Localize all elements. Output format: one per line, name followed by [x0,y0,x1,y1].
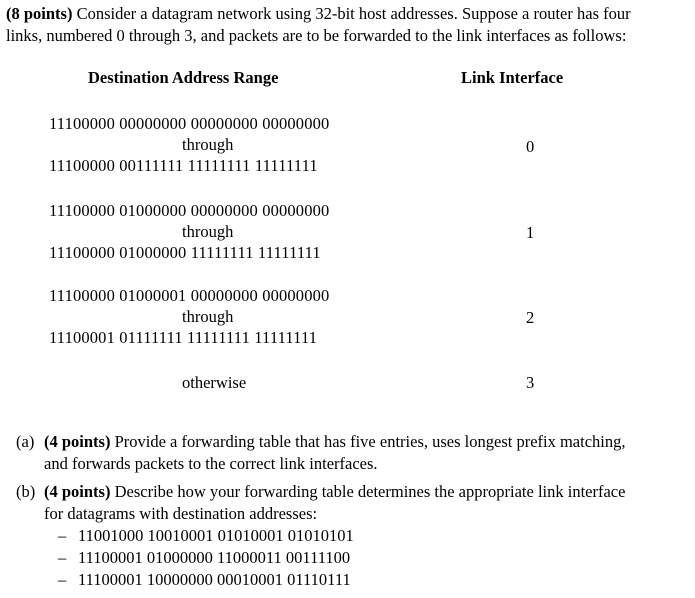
question-a-line-2: and forwards packets to the correct link interfaces. [44,454,378,473]
question-b-line-1 [44,481,686,503]
bullet-dash: – [58,526,67,545]
range-end-0: 11100000 00111111 11111111 11111111 [49,156,318,175]
address-item-0 [58,526,354,546]
question-b-points: (4 points) [44,482,111,501]
question-a-text-1: Provide a forwarding table that has five entries, uses longest prefix matching, [110,432,626,451]
link-interface-2: 2 [526,308,535,327]
address-value-1: 11100001 01000000 11000011 00111100 [78,548,351,567]
link-interface-0: 0 [526,137,535,156]
range-end-2: 11100001 01111111 11111111 11111111 [49,328,318,347]
link-interface-1: 1 [526,223,535,242]
problem-statement [6,3,690,47]
range-end-1: 11100000 01000000 11111111 11111111 [49,243,321,262]
points-label: (8 points) [6,4,73,23]
range-otherwise: otherwise [182,373,247,392]
address-value-2: 11100001 10000000 00010001 01110111 [78,570,351,589]
question-a [16,431,686,475]
header-link-interface: Link Interface [461,68,564,87]
range-through-0: through [182,135,234,154]
intro-text-1: Consider a datagram network using 32-bit host addresses. Suppose a router has four [72,4,631,23]
question-b-text-1: Describe how your forwarding table determines the appropriate link interface [110,482,626,501]
link-interface-3: 3 [526,373,535,392]
address-item-1 [58,548,350,568]
intro-line-2: links, numbered 0 through 3, and packets are to be forwarded to the link interfaces as follows: [6,26,627,45]
question-b-label: (b) [16,482,36,501]
question-a-label: (a) [16,432,35,451]
range-through-1: through [182,222,234,241]
bullet-dash: – [58,570,67,589]
address-value-0: 11001000 10010001 01010001 01010101 [78,526,354,545]
header-destination-range: Destination Address Range [88,68,279,87]
question-a-points: (4 points) [44,432,111,451]
question-b [16,481,686,525]
range-start-2: 11100000 01000001 00000000 00000000 [49,286,330,305]
intro-line-1 [6,3,690,25]
range-start-0: 11100000 00000000 00000000 00000000 [49,114,330,133]
range-start-1: 11100000 01000000 00000000 00000000 [49,201,330,220]
address-item-2 [58,570,351,590]
bullet-dash: – [58,548,67,567]
question-b-line-2: for datagrams with destination addresses: [44,504,318,523]
question-a-line-1 [44,431,686,453]
range-through-2: through [182,307,234,326]
